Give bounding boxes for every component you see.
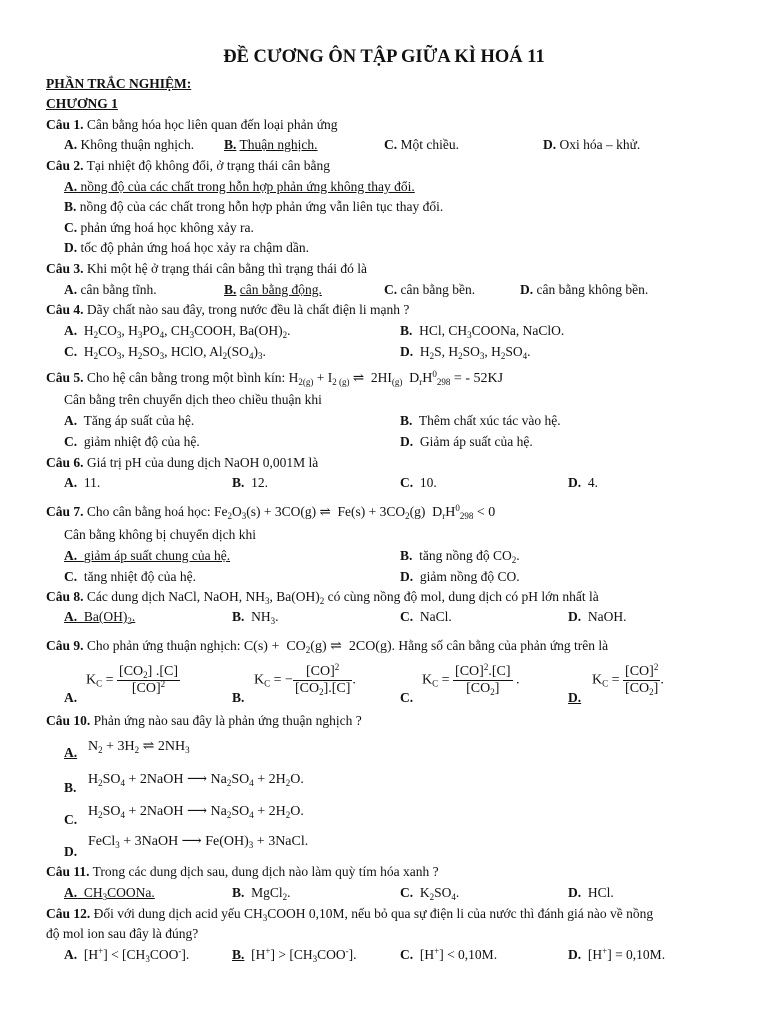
q7-option-d: D. giảm nồng độ CO. <box>400 569 520 584</box>
question-1 <box>46 117 338 133</box>
q3-option-a: A. cân bằng tĩnh. <box>64 282 157 297</box>
question-5: Câu 5. Cho hệ cân bằng trong một bình kín: $H_{2(g)} + I_{2 (g)}$ ⇌ $2HI_{(g)}$ $D_rH^0_{298}$ = - 52KJ <box>46 369 504 387</box>
q11-option-d: D. HCl. <box>568 885 614 900</box>
q6-option-a: A. 11. <box>64 475 101 490</box>
option-letter: D. <box>543 137 557 152</box>
option-text: Một chiều. <box>400 137 459 152</box>
chapter-heading: CHƯƠNG 1 <box>46 96 118 111</box>
q9-option-c: $K_C$ = $\frac{[CO]^2.[C]}{[CO_2]}$ . <box>422 662 520 697</box>
q12-line2: độ mol ion sau đây là đúng? <box>46 926 199 941</box>
q3-option-c: C. cân bằng bền. <box>384 282 476 297</box>
q5-option-b: B. Thêm chất xúc tác vào hệ. <box>400 413 561 428</box>
question-12: Câu 12. Đối với dung dịch acid yếu $CH_3COOH$ 0,10M, nếu bỏ qua sự điện li của nước thì đánh giá nào về nồng <box>46 906 654 923</box>
q4-option-d: D. $H_2S$, $H_2SO_3$, $H_2SO_4$. <box>400 344 531 361</box>
option-text: Không thuận nghịch. <box>80 137 195 152</box>
q2-option-c: C. phản ứng hoá học không xảy ra. <box>64 220 254 235</box>
question-2 <box>46 158 330 174</box>
q8-option-c: C. NaCl. <box>400 609 452 624</box>
question-6: Câu 6. Giá trị pH của dung dịch NaOH 0,001M là <box>46 455 319 470</box>
page-title: ĐỀ CƯƠNG ÔN TẬP GIỮA KÌ HOÁ 11 <box>223 47 545 67</box>
option-text: Oxi hóa – khử. <box>559 137 641 152</box>
q4-option-b: B. HCl, $CH_3COONa$, NaClO. <box>400 323 565 340</box>
question-label: Câu 2. <box>46 158 84 173</box>
q3-option-d: D. cân bằng không bền. <box>520 282 649 297</box>
option-letter: B. <box>224 137 237 152</box>
question-11: Câu 11. Trong các dung dịch sau, dung dịch nào làm quỳ tím hóa xanh ? <box>46 864 439 879</box>
q1-option-a <box>64 137 194 153</box>
q9-letter-a: A. <box>64 690 78 705</box>
question-10: Câu 10. Phản ứng nào sau đây là phản ứng thuận nghịch ? <box>46 713 362 728</box>
question-text: Tại nhiệt độ không đổi, ở trạng thái cân bằng <box>83 158 330 173</box>
question-text: Cân bằng hóa học liên quan đến loại phản ứng <box>83 117 338 132</box>
q4-option-a: A. $H_2CO_3$, $H_3PO_4$, $CH_3COOH$, $Ba(OH)_2$. <box>64 323 291 340</box>
q5-option-d: D. Giảm áp suất của hệ. <box>400 434 533 449</box>
q8-option-b: B. $NH_3$. <box>232 609 279 626</box>
q10-option-c: $H_2SO_4$ + 2NaOH ⟶ $Na_2SO_4 + 2H_2O$. <box>88 804 304 820</box>
q10-letter-a: A. <box>64 745 78 760</box>
option-text: Thuận nghịch. <box>239 137 318 152</box>
q6-option-d: D. 4. <box>568 475 598 490</box>
q10-letter-c: C. <box>64 812 78 827</box>
question-8: Câu 8. Các dung dịch NaCl, NaOH, $NH_3$, $Ba(OH)_2$ có cùng nồng độ mol, dung dịch có pH lớn nhất là <box>46 589 599 606</box>
q6-option-c: C. 10. <box>400 475 437 490</box>
question-3: Câu 3. Khi một hệ ở trạng thái cân bằng thì trạng thái đó là <box>46 261 367 276</box>
q9-option-d: $K_C$ = $\frac{[CO]^2}{[CO_2]}$ . <box>592 662 664 697</box>
q12-option-c: C. [H+] < 0,10M. <box>400 946 498 962</box>
q8-option-a: A. $Ba(OH)_2$. <box>64 609 136 626</box>
q4-option-c: C. $H_2CO_3$, $H_2SO_3$, HClO, $Al_2(SO_4)_3$. <box>64 344 266 361</box>
q2-option-a: A. nồng độ của các chất trong hỗn hợp phản ứng không thay đổi. <box>64 179 415 194</box>
q7-option-c: C. tăng nhiệt độ của hệ. <box>64 569 196 584</box>
q12-option-d: D. [H+] = 0,10M. <box>568 946 666 962</box>
q9-letter-c: C. <box>400 690 414 705</box>
question-label: Câu 1. <box>46 117 84 132</box>
q8-option-d: D. NaOH. <box>568 609 627 624</box>
q10-option-b: $H_2SO_4$ + 2NaOH ⟶ $Na_2SO_4 + 2H_2O$. <box>88 772 304 788</box>
q10-option-d: FeCl$_3$ + 3NaOH ⟶ $Fe(OH)_3$ + 3NaCl. <box>88 834 309 850</box>
q7-option-a: A. giảm áp suất chung của hệ. <box>64 548 231 563</box>
q6-option-b: B. 12. <box>232 475 269 490</box>
q10-letter-d: D. <box>64 844 78 859</box>
question-7: Câu 7. Cho cân bằng hoá học: $Fe_2O_3(s) + 3CO(g)$ ⇌ $Fe(s) + 3CO_2(g) D_rH^0_{298} < 0$ <box>46 503 496 521</box>
q9-letter-b: B. <box>232 690 245 705</box>
q10-letter-b: B. <box>64 780 77 795</box>
q9-option-a: $K_C$ = $\frac{[CO_2] .[C]}{[CO]^2}$ <box>86 664 178 696</box>
question-9: Câu 9. Cho phản ứng thuận nghịch: $C(s) + CO_2(g)$ ⇌ 2CO(g). Hằng số cân bằng của phản ứng trên là <box>46 638 609 655</box>
q12-option-b: B. $[H^+] > [CH_3COO^-]$. <box>232 946 357 964</box>
question-4: Câu 4. Dãy chất nào sau đây, trong nước đều là chất điện li mạnh ? <box>46 302 410 317</box>
q3-option-b: B. cân bằng động. <box>224 282 322 297</box>
q12-option-a: A. $[H^+] < [CH_3COO^-]$. <box>64 946 190 964</box>
q5-option-c: C. giảm nhiệt độ của hệ. <box>64 434 200 449</box>
q1-option-d <box>543 137 640 153</box>
q2-option-b: B. nồng độ của các chất trong hỗn hợp phản ứng vẫn liên tục thay đổi. <box>64 199 444 214</box>
q1-option-b <box>224 137 318 153</box>
q9-letter-d: D. <box>568 690 582 705</box>
section-heading: PHẦN TRẮC NGHIỆM: <box>46 76 192 91</box>
q11-option-b: B. MgCl$_2$. <box>232 885 291 902</box>
q7-line2: Cân bằng không bị chuyển dịch khi <box>64 527 256 542</box>
q2-option-d: D. tốc độ phản ứng hoá học xảy ra chậm dần. <box>64 240 309 255</box>
q1-option-c <box>384 137 459 153</box>
q5-option-a: A. Tăng áp suất của hệ. <box>64 413 195 428</box>
q9-option-b: $K_C$ = − $\frac{[CO]^2}{[CO_2].[C]}$ . <box>254 662 356 697</box>
option-letter: C. <box>384 137 398 152</box>
q5-line2: Cân bằng trên chuyển dịch theo chiều thuận khi <box>64 392 322 407</box>
q11-option-a: A. $CH_3COONa$. <box>64 885 155 902</box>
q7-option-b: B. tăng nồng độ $CO_2$. <box>400 548 520 565</box>
q11-option-c: C. $K_2SO_4$. <box>400 885 460 902</box>
q10-option-a: $N_2 + 3H_2$ ⇌ $2NH_3$ <box>88 739 190 755</box>
option-letter: A. <box>64 137 78 152</box>
